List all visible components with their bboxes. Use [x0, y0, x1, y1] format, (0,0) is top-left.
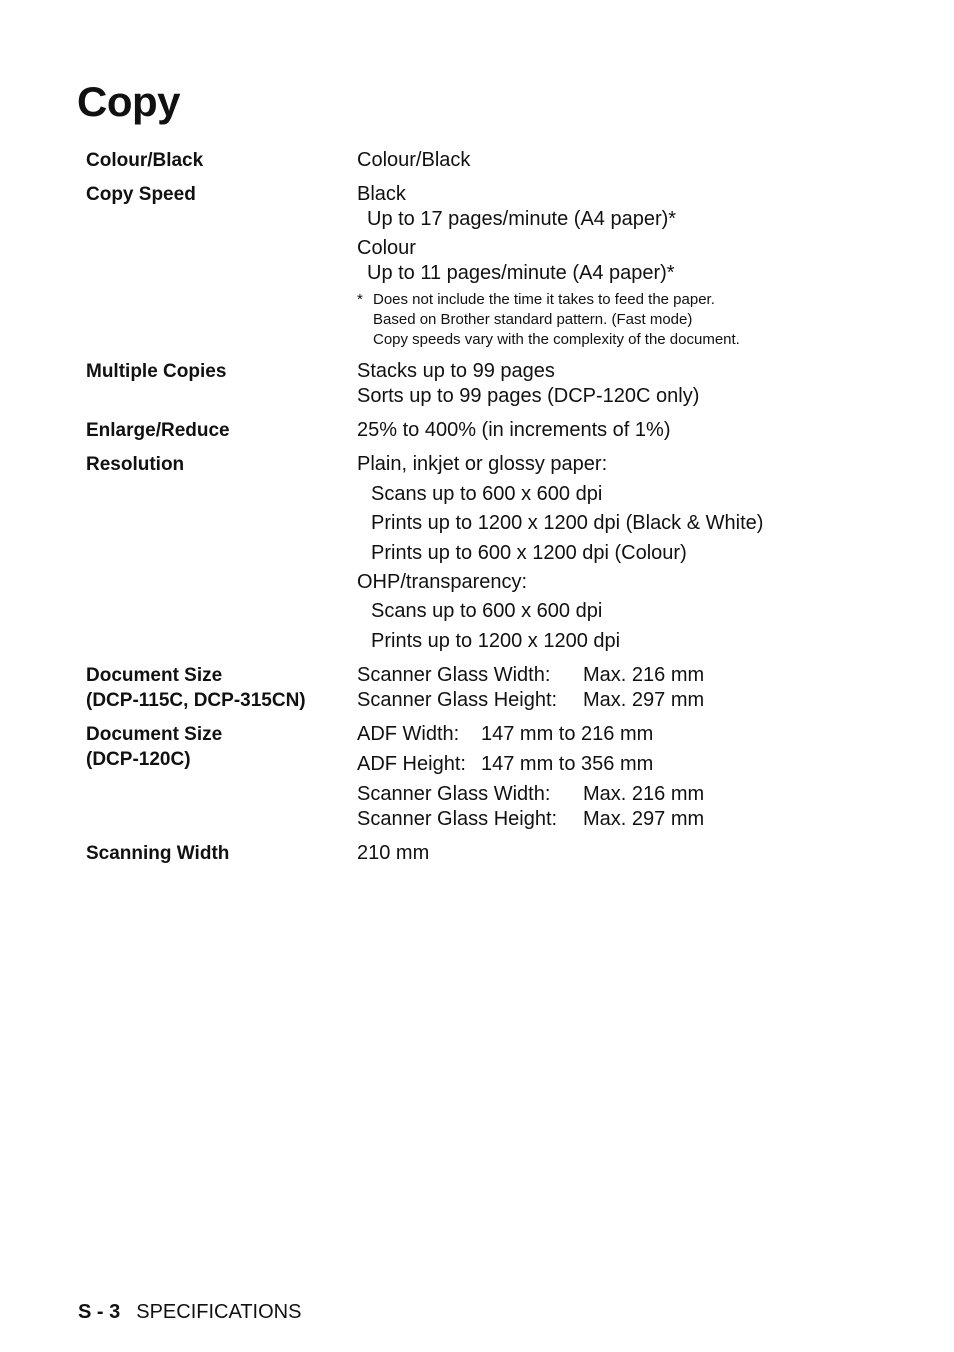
label-line: (DCP-115C, DCP-315CN)	[86, 689, 306, 711]
kv-value: Max. 216 mm	[583, 782, 705, 805]
spec-row-document-size-1	[86, 663, 906, 713]
spec-table	[86, 148, 906, 875]
spec-value	[357, 182, 906, 350]
glass-height	[357, 688, 906, 713]
spec-value	[357, 452, 906, 654]
resolution-item: Prints up to 600 x 1200 dpi (Colour)	[371, 541, 687, 564]
footnote-line: Copy speeds vary with the complexity of the document.	[373, 331, 740, 348]
black-heading: Black	[357, 183, 406, 205]
spec-value: 25% to 400% (in increments of 1%)	[357, 419, 671, 441]
page-footer	[78, 1300, 301, 1325]
spec-label: Copy Speed	[86, 184, 196, 205]
spec-value	[357, 359, 906, 409]
kv-value: 147 mm to 216 mm	[481, 722, 654, 745]
footnote-marker: *	[357, 291, 363, 308]
colour-speed: Up to 11 pages/minute (A4 paper)*	[367, 262, 675, 284]
spec-label: Multiple Copies	[86, 361, 227, 382]
kv-value: Max. 216 mm	[583, 663, 705, 686]
glass-width	[357, 782, 906, 807]
kv-key: Scanner Glass Height:	[357, 807, 558, 830]
spec-label: Scanning Width	[86, 842, 230, 864]
adf-height	[357, 752, 906, 777]
plain-paper-heading: Plain, inkjet or glossy paper:	[357, 453, 608, 475]
spec-label: Enlarge/Reduce	[86, 420, 230, 441]
glass-height	[357, 807, 906, 832]
kv-value: 147 mm to 356 mm	[481, 752, 654, 775]
kv-key: Scanner Glass Width:	[357, 782, 551, 805]
spec-label: Colour/Black	[86, 150, 204, 171]
kv-value: Max. 297 mm	[583, 688, 705, 711]
ohp-heading: OHP/transparency:	[357, 570, 528, 593]
spec-value	[357, 663, 906, 713]
page-number: S - 3	[78, 1301, 121, 1323]
spec-row-copy-speed	[86, 182, 906, 350]
resolution-item: Scans up to 600 x 600 dpi	[371, 600, 603, 622]
page-title: Copy	[77, 78, 180, 125]
footnote-line: Based on Brother standard pattern. (Fast mode)	[373, 311, 693, 328]
spec-row-enlarge-reduce	[86, 418, 906, 443]
glass-width	[357, 663, 906, 688]
spec-row-document-size-2	[86, 722, 906, 832]
spec-label: Resolution	[86, 454, 185, 475]
spec-row-scanning-width	[86, 841, 906, 866]
value-line: Sorts up to 99 pages (DCP-120C only)	[357, 385, 700, 407]
kv-key: ADF Width:	[357, 722, 460, 745]
adf-width	[357, 722, 906, 747]
kv-value: Max. 297 mm	[583, 807, 705, 830]
label-line: (DCP-120C)	[86, 748, 191, 770]
spec-value: Colour/Black	[357, 149, 471, 171]
kv-key: Scanner Glass Width:	[357, 663, 551, 686]
speed-footnote	[357, 290, 906, 350]
resolution-item: Prints up to 1200 x 1200 dpi (Black & White)	[371, 512, 764, 534]
resolution-item: Scans up to 600 x 600 dpi	[371, 482, 603, 505]
kv-key: ADF Height:	[357, 752, 466, 775]
resolution-item: Prints up to 1200 x 1200 dpi	[371, 629, 621, 652]
spec-value: 210 mm	[357, 841, 430, 864]
spec-label	[86, 722, 357, 832]
spec-row-colour	[86, 148, 906, 173]
kv-key: Scanner Glass Height:	[357, 688, 558, 711]
label-line: Document Size	[86, 723, 223, 745]
black-speed: Up to 17 pages/minute (A4 paper)*	[367, 208, 677, 230]
section-name: SPECIFICATIONS	[136, 1301, 302, 1323]
spec-label	[86, 663, 357, 713]
label-line: Document Size	[86, 664, 223, 686]
value-line: Stacks up to 99 pages	[357, 360, 555, 382]
spec-row-resolution	[86, 452, 906, 654]
footnote-line: Does not include the time it takes to feed the paper.	[373, 291, 715, 308]
colour-heading: Colour	[357, 237, 416, 259]
spec-value	[357, 722, 906, 832]
spec-row-multiple-copies	[86, 359, 906, 409]
